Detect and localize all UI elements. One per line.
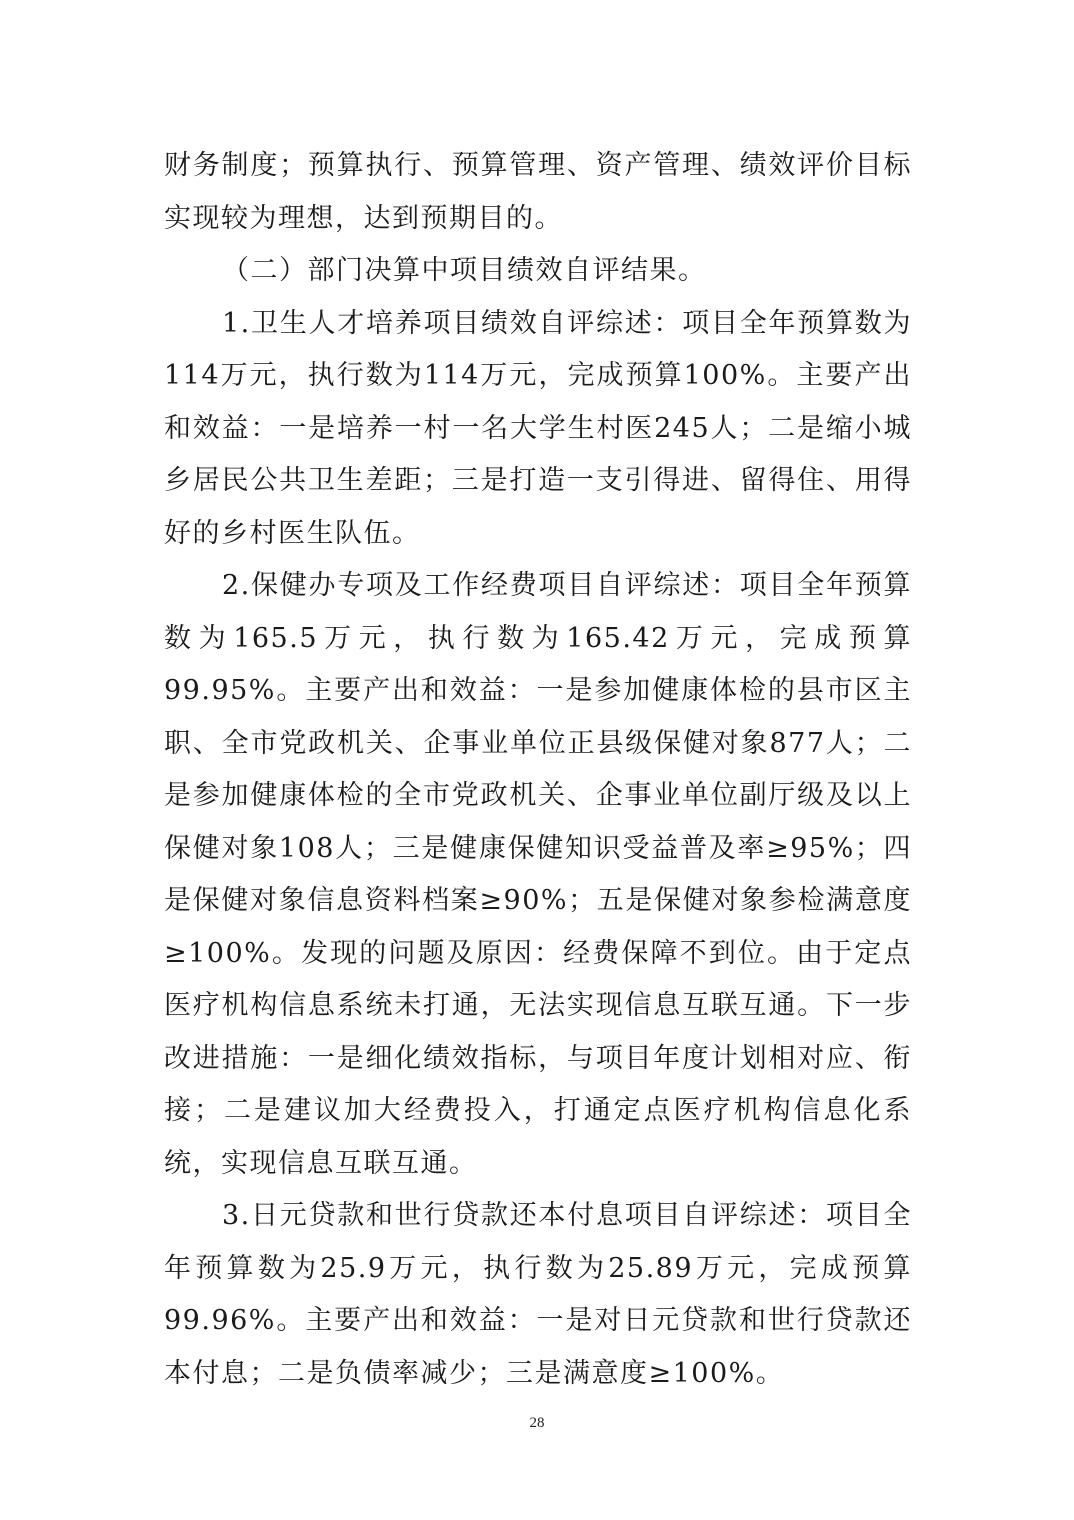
paragraph-item-1: 1.卫生人才培养项目绩效自评综述：项目全年预算数为114万元，执行数为114万元，完成预算100%。主要产出和效益：一是培养一村一名大学生村医245人；二是缩小城乡居民公共卫生差距；三是打造一支引得进、留得住、用得好的乡村医生队伍。: [164, 307, 912, 549]
page-number: 28: [529, 1415, 545, 1431]
section-heading: （二）部门决算中项目绩效自评结果。: [222, 255, 707, 286]
paragraph-continuation: 财务制度；预算执行、预算管理、资产管理、绩效评价目标实现较为理想，达到预期目的。: [164, 150, 912, 234]
document-body: [164, 140, 912, 1400]
paragraph-item-2: 2.保健办专项及工作经费项目自评综述：项目全年预算数为165.5万元，执行数为165.42万元，完成预算99.95%。主要产出和效益：一是参加健康体检的县市区主职、全市党政机关、企事业单位正县级保健对象877人；二是参加健康体检的全市党政机关、企事业单位副厅级及以上保健对象108人；三是健康保健知识受益普及率≥95%；四是保健对象信息资料档案≥90%；五是保健对象参检满意度≥100%。发现的问题及原因：经费保障不到位。由于定点医疗机构信息系统未打通，无法实现信息互联互通。下一步改进措施：一是细化绩效指标，与项目年度计划相对应、衔接；二是建议加大经费投入，打通定点医疗机构信息化系统，实现信息互联互通。: [164, 570, 912, 1179]
paragraph-item-3: 3.日元贷款和世行贷款还本付息项目自评综述：项目全年预算数为25.9万元，执行数为25.89万元，完成预算99.96%。主要产出和效益：一是对日元贷款和世行贷款还本付息；二是负债率减少；三是满意度≥100%。: [164, 1200, 912, 1389]
